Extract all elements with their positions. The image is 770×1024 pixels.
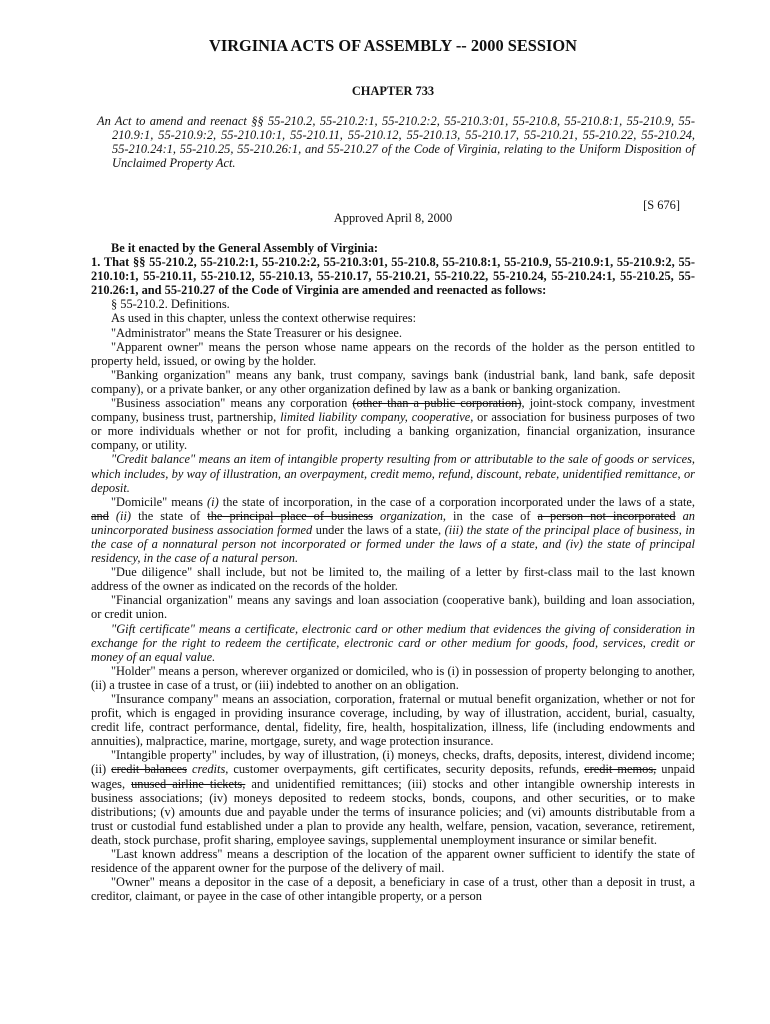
definition-apparent-owner: "Apparent owner" means the person whose name appears on the records of the holder as the person entitled to property held, issued, or owing by the holder. xyxy=(91,339,695,368)
inserted-text: (i) xyxy=(207,494,219,509)
definition-last-known-address: "Last known address" means a description of the location of the apparent owner sufficient to identify the state of residence of the apparent owner for the purpose of the delivery of mail. xyxy=(91,847,695,876)
struck-text: (other than a public corporation) xyxy=(352,396,522,411)
struck-text: unused airline tickets, xyxy=(131,776,246,791)
inserted-text: an unincorporated business association formed xyxy=(91,508,695,537)
inserted-text: organization xyxy=(380,508,443,523)
inserted-text: (iii) the state of the principal place of business, in the case of a nonnatural person not incorporated or formed under the laws of a state, and (iv) the state of principal residency, in the case of a natural person. xyxy=(91,522,695,566)
struck-text: credit balances xyxy=(111,762,187,777)
definition-owner: "Owner" means a depositor in the case of a deposit, a beneficiary in case of a trust, other than a deposit in trust, a creditor, claimant, or payee in the case of other intangible property, or a person xyxy=(91,875,695,904)
text-run: the state of incorporation, in the case of a corporation incorporated under the laws of a state, xyxy=(218,494,695,509)
act-description: An Act to amend and reenact §§ 55-210.2, 55-210.2:1, 55-210.2:2, 55-210.3:01, 55-210.8, 55-210.8:1, 55-210.9, 55-210.9:1, 55-210.9:2, 55-210.10:1, 55-210.11, 55-210.12, 55-210.13, 55-210.17, 55-210.21, 55-210.22, 55-210.24, 55-210.24:1, 55-210.25, 55-210.26:1, and 55-210.27 of the Code of Virginia, relating to the Uniform Disposition of Unclaimed Property Act. xyxy=(97,114,695,171)
text-run xyxy=(109,509,116,523)
definition-intangible-property xyxy=(91,748,695,847)
document-title: VIRGINIA ACTS OF ASSEMBLY -- 2000 SESSION xyxy=(209,36,577,55)
definition-business-association xyxy=(91,396,695,452)
enactment-clause: 1. That §§ 55-210.2, 55-210.2:1, 55-210.2:2, 55-210.3:01, 55-210.8, 55-210.8:1, 55-210.9, 55-210.9:1, 55-210.9:2, 55-210.10:1, 55-210.11, 55-210.12, 55-210.13, 55-210.17, 55-210.21, 55-210.22, 55-210.24, 55-210.24:1, 55-210.25, 55-210.26:1, and 55-210.27 of the Code of Virginia are amended and reenacted as follows: xyxy=(91,255,695,298)
struck-text: and xyxy=(91,508,109,523)
definition-banking-organization: "Banking organization" means any bank, trust company, savings bank (industrial bank, land bank, safe deposit company), or a private banker, or any other organization defined by law as a bank or banking organization. xyxy=(91,367,695,396)
definition-holder: "Holder" means a person, wherever organized or domiciled, who is (i) in possession of property belonging to another, (ii) a trustee in case of a trust, or (iii) indebted to another on an obligation. xyxy=(91,663,695,692)
document-body xyxy=(91,241,695,903)
definition-credit-balance: "Credit balance" means an item of intangible property resulting from or attributable to the sale of goods or services, which includes, by way of illustration, an overpayment, credit memo, refund, discount, rebate, unidentified remittance, or deposit. xyxy=(91,452,695,495)
struck-text: credit memos, xyxy=(584,762,657,777)
definition-administrator: "Administrator" means the State Treasurer or his designee. xyxy=(111,325,402,340)
approval-date: Approved April 8, 2000 xyxy=(333,211,453,225)
text-run: and unidentified remittances; (iii) stocks and other intangible ownership interests in business associations; (iv) moneys deposited to redeem stocks, bonds, coupons, and other securities, or to make distributions; (v) amounts due and payable under the terms of insurance policies; and (vi) amounts distributable from a trust or custodial fund established under a plan to provide any health, welfare, pension, vacation, severance, retirement, death, stock purchase, profit sharing, employee savings, supplemental unemployment insurance or similar benefit. xyxy=(91,776,695,847)
text-run: , customer overpayments, gift certificates, security deposits, refunds, xyxy=(225,762,585,777)
section-heading: § 55-210.2. Definitions. xyxy=(111,297,230,312)
text-run: unpaid wages, xyxy=(91,762,695,791)
inserted-text: limited liability company, cooperative xyxy=(280,410,471,425)
text-run: under the laws of a state, xyxy=(312,522,445,537)
enactment-heading: Be it enacted by the General Assembly of Virginia: xyxy=(111,241,379,255)
inserted-text: (ii) xyxy=(115,508,132,523)
definition-insurance-company: "Insurance company" means an association, corporation, fraternal or mutual benefit organization, whether or not for profit, which is engaged in providing insurance coverage, including, by way of illustration, accident, burial, casualty, credit life, contract performance, dental, fidelity, fire, health, hospitalization, illness, life (including endowments and annuities), malpractice, marine, mortgage, surety, and wage protection insurance. xyxy=(91,692,695,749)
text-run: , in the case of xyxy=(442,508,538,523)
document-page xyxy=(91,0,695,1024)
definition-domicile xyxy=(91,495,695,565)
inserted-text: credits xyxy=(192,762,226,777)
text-run xyxy=(676,509,683,523)
chapter-heading: CHAPTER 733 xyxy=(351,84,435,98)
definition-financial-organization: "Financial organization" means any savings and loan association (cooperative bank), building and loan association, or credit union. xyxy=(91,593,695,622)
struck-text: a person not incorporated xyxy=(537,508,676,523)
text-run: "Business association" means any corporation xyxy=(111,396,353,411)
definitions-intro: As used in this chapter, unless the context otherwise requires: xyxy=(111,311,417,326)
text-run: the state of xyxy=(131,508,208,523)
text-run: , joint-stock company, investment company, business trust, partnership, xyxy=(91,396,695,425)
struck-text: the principal place of business xyxy=(207,508,373,523)
text-run: , or association for business purposes of two or more individuals whether or not for profit, including a banking organization, financial organization, insurance company, or utility. xyxy=(91,410,696,453)
text-run xyxy=(373,509,380,523)
definition-gift-certificate: "Gift certificate" means a certificate, electronic card or other medium that evidences the giving of consideration in exchange for the right to redeem the certificate, electronic card or other medium for goods, food, services, credit or money of an equal value. xyxy=(91,621,695,664)
text-run: "Domicile" means xyxy=(111,494,207,509)
bill-reference: [S 676] xyxy=(643,198,680,212)
text-run: "Intangible property" includes, by way of illustration, (i) moneys, checks, drafts, deposits, interest, dividend income; (ii) xyxy=(91,748,695,777)
definition-due-diligence: "Due diligence" shall include, but not be limited to, the mailing of a letter by first-class mail to the last known address of the owner as indicated on the records of the holder. xyxy=(91,565,695,594)
